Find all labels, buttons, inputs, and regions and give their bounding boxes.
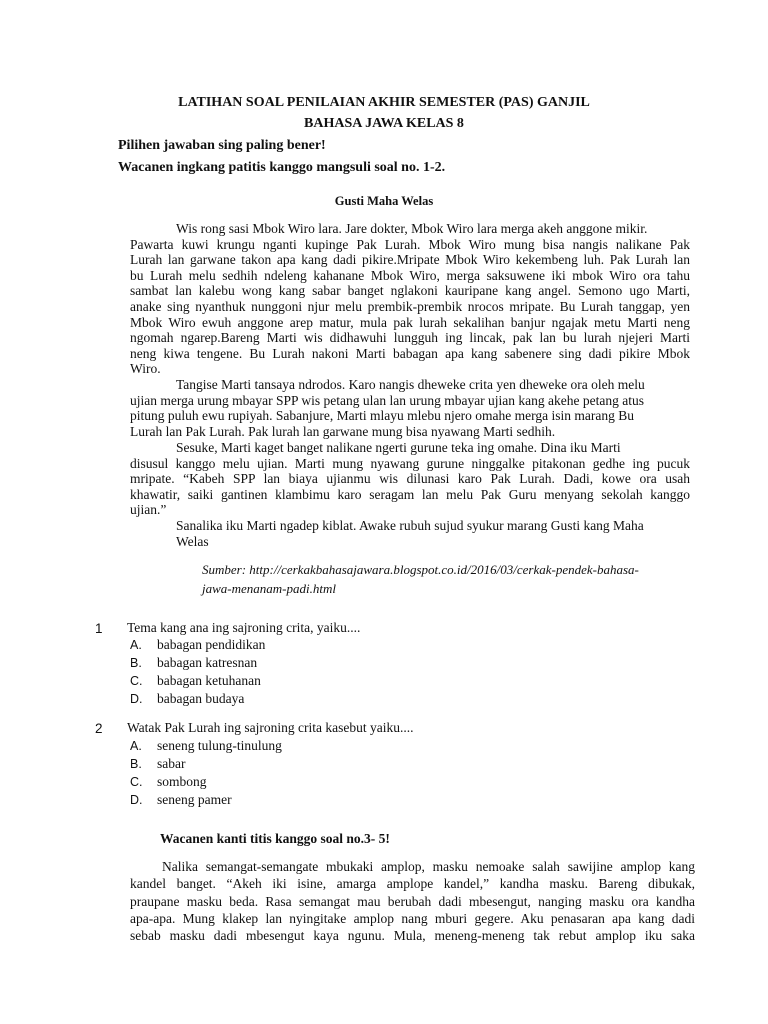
story-line: Sesuke, Marti kaget banget nalikane ngerti gurune teka ing omahe. Dina iku Marti: [176, 440, 621, 455]
instruction-choose: Pilihen jawaban sing paling bener!: [118, 138, 326, 153]
option-letter: C.: [130, 775, 143, 789]
option-text: seneng pamer: [157, 792, 232, 807]
option-text: seneng tulung-tinulung: [157, 738, 282, 753]
section-2-heading: Wacanen kanti titis kanggo soal no.3- 5!: [160, 831, 390, 846]
instruction-read: Wacanen ingkang patitis kanggo mangsuli soal no. 1-2.: [118, 160, 446, 175]
story-line: pitung puluh ewu rupiyah. Sabanjure, Marti mlayu mlebu njero omahe merga isin marang Bu: [130, 408, 635, 424]
story-line: Sanalika iku Marti ngadep kiblat. Awake rubuh sujud syukur marang Gusti kang Maha: [176, 518, 644, 533]
option-a[interactable]: [130, 737, 282, 755]
story-line: Mbok Wiro ewuh anggone arep matur, mula pak lurah sekalihan banjur ngajak metu Marti neng: [130, 314, 690, 330]
passage-line: sebab masku dadi mbesengut kaya ngunu. Mula, meneng-meneng tak rebut amplop iku saka: [130, 928, 695, 944]
section-2-passage: [130, 858, 695, 944]
story-line: Lurah lan garwane takon apa kang dadi pikire.Mripate Mbok Wiro kekembeng luh. Pak Lurah lan: [130, 252, 690, 268]
option-letter: D.: [130, 793, 143, 807]
story-line: Tangise Marti tansaya ndrodos. Karo nangis dheweke crita yen dheweke ora oleh melu: [176, 377, 645, 392]
option-letter: B.: [130, 656, 142, 670]
story-line: sambat lan kalebu wong kang sabar banget nglakoni kauripane kang angel. Semono ugo Marti,: [130, 283, 690, 299]
option-text: babagan pendidikan: [157, 637, 266, 652]
question-number: 1: [95, 621, 103, 636]
story-line: khawatir, saiki gantinen klambimu karo seragam lan melu Pak Guru menyang sekolah kanggo: [130, 486, 690, 502]
option-b[interactable]: [130, 755, 282, 773]
option-a[interactable]: [130, 636, 265, 654]
story-line: mripate. “Kabeh SPP lan biaya ujianmu wis dilunasi karo Pak Lurah. Dadi, kowe ora usah: [130, 471, 690, 487]
document-subtitle: BAHASA JAWA KELAS 8: [304, 116, 464, 131]
story-line: Wis rong sasi Mbok Wiro lara. Jare dokter, Mbok Wiro lara merga akeh anggone mikir.: [176, 221, 648, 236]
option-text: sabar: [157, 756, 186, 771]
option-text: sombong: [157, 774, 207, 789]
story-source: [202, 560, 702, 598]
option-letter: B.: [130, 757, 142, 771]
option-d[interactable]: [130, 791, 282, 809]
passage-line: praupane masku beda. Rasa semangat mau berubah dadi mbesengut, nanging masku ora kandha: [130, 893, 695, 909]
story-line: Welas: [176, 533, 209, 549]
option-letter: D.: [130, 692, 143, 706]
option-text: babagan budaya: [157, 691, 245, 706]
option-c[interactable]: [130, 672, 265, 690]
story-line: disusul kanggo melu ujian. Marti mung nyawang gurune ninggalke pitakonan gedhe ing pucuk: [130, 455, 690, 471]
story-paragraph-1: [130, 221, 690, 377]
story-line: Lurah lan Pak Lurah. Pak lurah lan garwane mung bisa nyawang Marti sedhih.: [130, 423, 556, 439]
source-line: jawa-menanam-padi.html: [202, 581, 336, 596]
option-letter: A.: [130, 638, 142, 652]
question-number: 2: [95, 721, 103, 736]
story-paragraph-4: [176, 518, 690, 549]
story-title: Gusti Maha Welas: [334, 194, 434, 208]
source-line: Sumber: http://cerkakbahasajawara.blogspot.co.id/2016/03/cerkak-pendek-bahasa-: [202, 562, 639, 577]
story-paragraph-3: [130, 440, 690, 518]
story-line: bu Lurah melu sedhih ndeleng kahanane Mbok Wiro, merga saksuwene iki mbok Wiro ora tahu: [130, 267, 690, 283]
story-line: anake sing nyanthuk nunggoni njur melu prembik-prembik nrocos mripate. Bu Lurah tanggap, yen: [130, 298, 690, 314]
story-line: ujian merga urung mbayar SPP wis petang ulan lan urung mbayar ujian kang akehe petang atus: [130, 392, 644, 408]
document-title: LATIHAN SOAL PENILAIAN AKHIR SEMESTER (PAS) GANJIL: [178, 95, 590, 110]
story-line: neng kiwa tengene. Bu Lurah nakoni Marti babagan apa kang sabenere sing dadi pikire Mbok: [130, 345, 690, 361]
question-1-options: [130, 636, 265, 708]
option-text: babagan ketuhanan: [157, 673, 261, 688]
story-line: ngomah ngarep.Bareng Marti wis didhawuhi lungguh ing lincak, pak lan bu lurah njejeri Marti: [130, 330, 690, 346]
option-b[interactable]: [130, 654, 265, 672]
passage-line: apa-apa. Mung klakep lan nyingitake amplop nang mburi gegere. Aku penasaran apa kang dadi: [130, 910, 695, 926]
option-letter: A.: [130, 739, 142, 753]
story-line: ujian.”: [130, 502, 167, 518]
story-line: Wiro.: [130, 361, 161, 377]
question-2-options: [130, 737, 282, 809]
option-d[interactable]: [130, 690, 265, 708]
story-paragraph-2: [130, 377, 690, 439]
passage-line: Nalika semangat-semangate mbukaki amplop, masku nemoake salah sawijine amplop kang: [162, 859, 695, 874]
story-line: Pawarta kuwi krungu nganti kupinge Pak Lurah. Mbok Wiro mung bisa nangis nalikane Pak: [130, 236, 690, 252]
question-text: Watak Pak Lurah ing sajroning crita kasebut yaiku....: [127, 720, 414, 735]
passage-line: kandel banget. “Akeh iki isine, amarga amplope kandel,” kandha masku. Bareng dibukak,: [130, 876, 695, 892]
option-text: babagan katresnan: [157, 655, 258, 670]
question-text: Tema kang ana ing sajroning crita, yaiku....: [127, 620, 361, 635]
option-c[interactable]: [130, 773, 282, 791]
option-letter: C.: [130, 674, 143, 688]
